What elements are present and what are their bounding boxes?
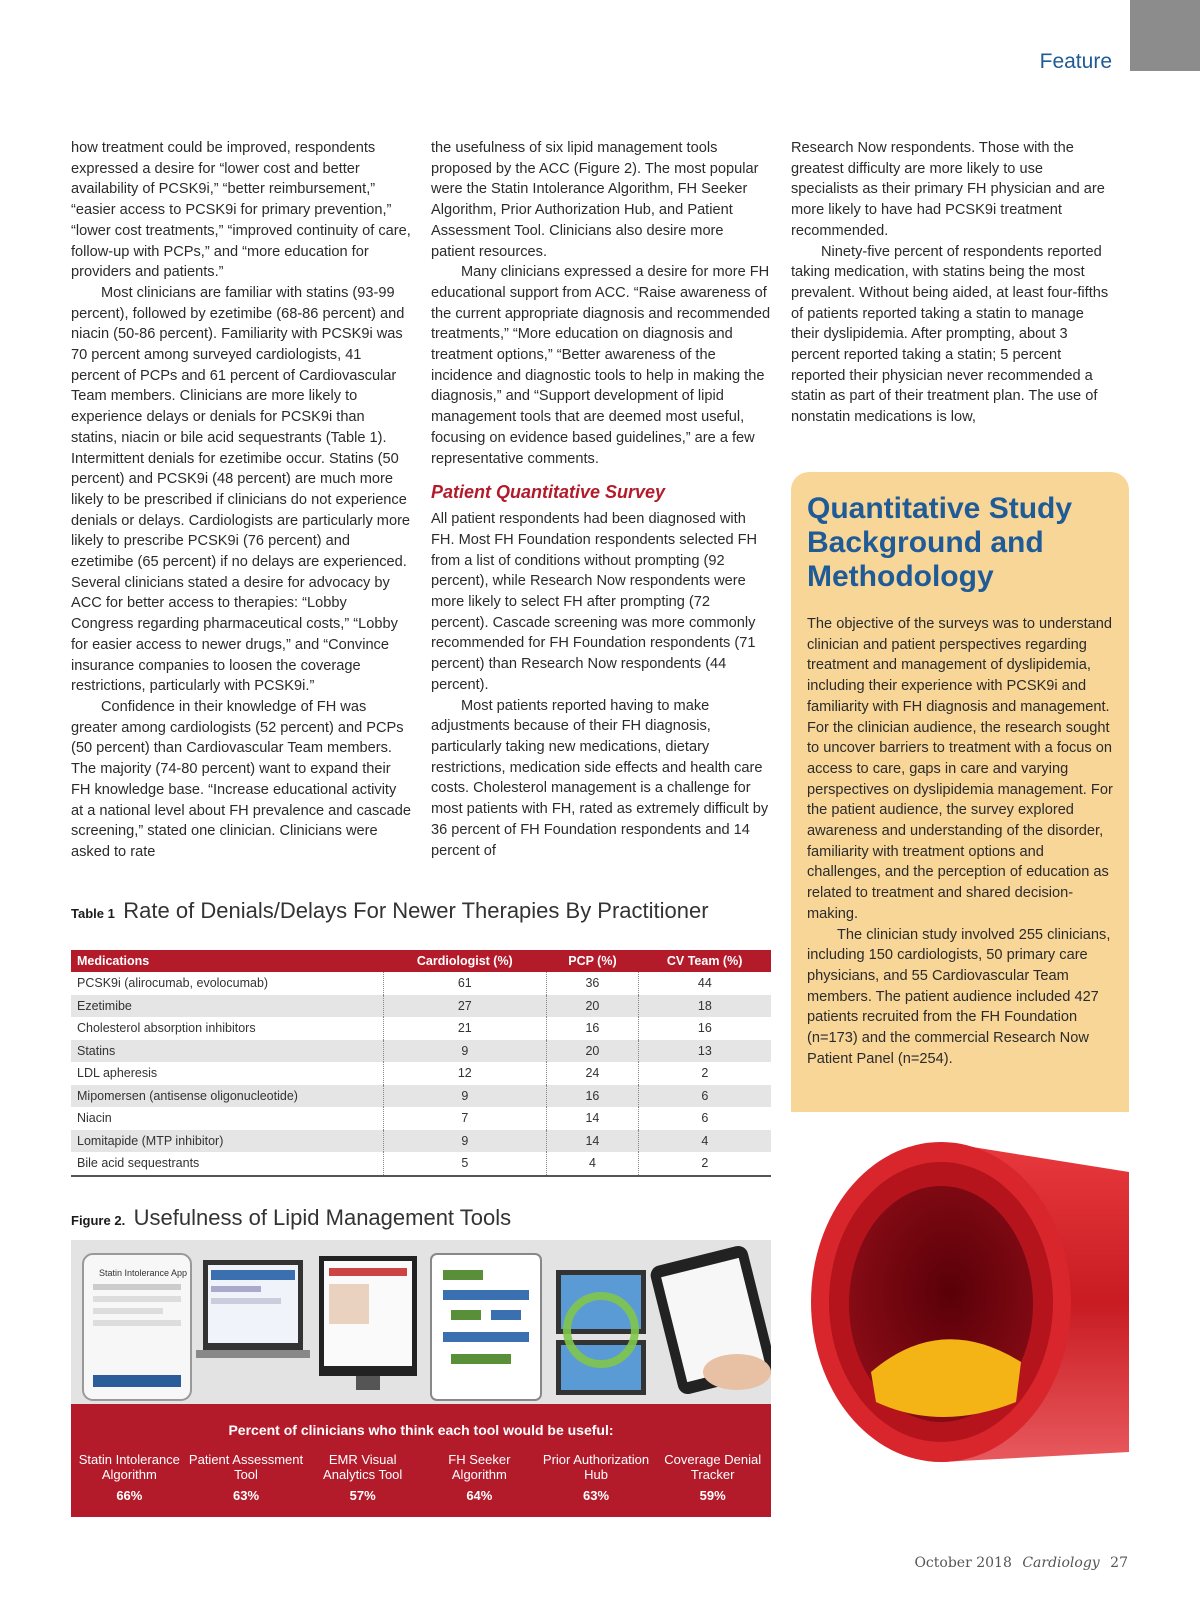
sidebar-paragraph: The clinician study involved 255 clinicians, including 150 cardiologists, 50 primary care physicians, and 55 Cardiovascular Team members. The patient audience included 427 patients recruited from the FH Foundation (n=173) and the commercial Research Now Patient Panel (n=254). <box>807 926 1111 1067</box>
table-cell: 13 <box>638 1040 771 1063</box>
col1-paragraph: how treatment could be improved, respondents expressed a desire for “lower cost and better availability of PCSK9i,” “better reimbursement,” “easier access to PCSK9i for primary prevention,” “lower cost treatments,” “improved continuity of care, follow-up with PCPs,” and “more education for providers and patients.” <box>71 140 411 281</box>
table-cell: Bile acid sequestrants <box>71 1152 383 1176</box>
methodology-sidebar <box>791 472 1129 1514</box>
table-cell: 6 <box>638 1085 771 1108</box>
table-cell: 9 <box>383 1040 547 1063</box>
col2-paragraph: Most patients reported having to make adjustments because of their FH diagnosis, particularly taking new medications, dietary restrictions, medication side effects and health care costs. Cholesterol management is a challenge for most patients with FH, rated as extremely difficult by 36 percent of FH Foundation respondents and 14 percent of <box>431 697 769 859</box>
col2-paragraph: Many clinicians expressed a desire for more FH educational support from ACC. “Raise awareness of the current appropriate diagnosis and recommended treatments,” “More education on diagnosis and treatment options,” “Better awareness of the incidence and diagnostic tools to help in making the diagnosis,” and “Support development of lipid management tools that are deemed most useful, focusing on evidence based guidelines,” are a few representative comments. <box>431 264 771 467</box>
tools-device-illustration <box>71 1240 771 1405</box>
col1-paragraph: Most clinicians are familiar with statins (93-99 percent), followed by ezetimibe (68-86 percent) and niacin (50-86 percent). Familiarity with PCSK9i was 70 percent among surveyed cardiologists, 41 percent of PCPs and 61 percent of Cardiovascular Team members. Clinicians are more likely to experience delays or denials for PCSK9i than statins, niacin or bile acid sequestrants (Table 1). Intermittent denials for ezetimibe occur. Statins (50 percent) and PCSK9i (48 percent) are much more likely to be prescribed if clinicians do not experience denials or delays. Cardiologists are particularly more likely to prescribe PCSK9i (76 percent) and ezetimibe (65 percent) if no delays are experienced. Several clinicians stated a desire for advocacy by ACC for better access to therapies: “Lobby Congress regarding pharmaceutical costs,” “Lobby for easier access to newer drugs,” and “Convince insurance companies to loosen the coverage restrictions, particularly with PCSK9i.” <box>71 284 411 695</box>
table-row <box>71 1017 771 1040</box>
table-cell: 18 <box>638 995 771 1018</box>
table-cell: 20 <box>547 1040 639 1063</box>
sidebar-title: Quantitative Study Background and Methodology <box>807 492 1073 593</box>
tool-percent: 64% <box>466 1488 493 1503</box>
table-cell: 16 <box>547 1085 639 1108</box>
table-cell: 4 <box>547 1152 639 1176</box>
table-cell: 24 <box>547 1062 639 1085</box>
table-row <box>71 1130 771 1153</box>
tool-name: Prior Authorization Hub <box>542 1452 650 1482</box>
tool-percent: 57% <box>349 1488 376 1503</box>
table-cell: Cholesterol absorption inhibitors <box>71 1017 383 1040</box>
tool-name: Coverage Denial Tracker <box>664 1452 762 1482</box>
table-cell: 44 <box>697 976 712 991</box>
col3-paragraph: Ninety-five percent of respondents reported taking medication, with statins being the most prevalent. Without being aided, at least four-fifths of patients reported taking a statin to manage their dyslipidemia. After prompting, about 3 percent reported taking a statin; 5 percent reported their physician never recommended a statin as part of their treatment plan. The use of nonstatin medications is low, <box>791 243 1109 426</box>
table-cell: Statins <box>71 1040 383 1063</box>
sidebar-paragraph: The objective of the surveys was to understand clinician and patient perspectives regarding treatment and management of dyslipidemia, including their experience with PCSK9i and familiarity with FH diagnosis and management. For the clinician audience, the research sought to uncover barriers to treatment with a focus on access to care, gaps in care and varying perspectives on dyslipidemia management. For the patient audience, the survey explored awareness and understanding of the disorder, familiarity with treatment options and challenges, and the perception of education as related to treatment and shared decision-making. <box>807 616 1113 922</box>
tool-name: Patient Assessment Tool <box>188 1452 304 1482</box>
table-row <box>71 1152 771 1176</box>
artery-illustration <box>791 1112 1129 1514</box>
table-cell: 14 <box>547 1107 639 1130</box>
table-header-cell: Cardiologist (%) <box>383 950 547 972</box>
table-row <box>71 1040 771 1063</box>
table-cell: 2 <box>638 1152 771 1176</box>
column-2 <box>431 138 771 861</box>
table-cell: 2 <box>701 1066 709 1081</box>
footer-publication: Cardiology <box>1022 1555 1100 1571</box>
table-cell: 21 <box>383 1017 547 1040</box>
table-cell: LDL apheresis <box>71 1062 383 1085</box>
footer-date: October 2018 <box>914 1555 1012 1571</box>
app-title-text: Statin Intolerance App <box>99 1268 188 1278</box>
table-row <box>71 1062 771 1085</box>
tool-name: FH Seeker Algorithm <box>448 1452 511 1482</box>
table-row <box>71 1085 771 1108</box>
table-cell: 36 <box>547 972 639 995</box>
tool-item <box>538 1452 655 1503</box>
patient-survey-subhead: Patient Quantitative Survey <box>431 482 666 503</box>
table-cell: 61 <box>383 972 547 995</box>
table-cell: 14 <box>547 1130 639 1153</box>
table-cell: 7 <box>383 1107 547 1130</box>
table-header-cell: Medications <box>71 950 383 972</box>
figure-label: Figure 2. <box>71 1213 126 1228</box>
table-cell: 4 <box>638 1130 771 1153</box>
tool-percent: 63% <box>232 1488 260 1503</box>
denials-table <box>71 950 771 1177</box>
tool-item <box>304 1452 421 1503</box>
column-3 <box>791 138 1111 428</box>
col1-paragraph: Confidence in their knowledge of FH was greater among cardiologists (52 percent) and PCPs (50 percent) than Cardiovascular Team members. The majority (74-80 percent) want to expand their FH knowledge base. “Increase educational activity at a national level about FH prevalence and cascade screening,” stated one clinician. Clinicians were asked to rate <box>71 698 411 860</box>
table-cell: 27 <box>383 995 547 1018</box>
tool-item <box>654 1452 771 1503</box>
table-cell: Niacin <box>71 1107 383 1130</box>
sidebar-body <box>807 614 1113 1069</box>
table-header-cell: CV Team (%) <box>638 950 771 972</box>
table-cell: Lomitapide (MTP inhibitor) <box>71 1130 383 1153</box>
table-label: Table 1 <box>71 906 115 921</box>
table-caption <box>71 898 709 924</box>
table-row <box>71 995 771 1018</box>
table-cell: 16 <box>547 1017 639 1040</box>
table-cell: 6 <box>701 1111 709 1126</box>
figure-title: Usefulness of Lipid Management Tools <box>133 1205 512 1230</box>
table-title: Rate of Denials/Delays For Newer Therapies By Practitioner <box>123 898 709 923</box>
tool-percent: 59% <box>699 1488 726 1503</box>
column-1 <box>71 138 411 863</box>
tool-name: EMR Visual Analytics Tool <box>323 1452 403 1482</box>
table-header-cell: PCP (%) <box>547 950 639 972</box>
table-row <box>71 972 771 995</box>
table-cell: 12 <box>383 1062 547 1085</box>
corner-tab <box>1130 0 1200 71</box>
tool-percent: 66% <box>116 1488 143 1503</box>
col2-paragraph: the usefulness of six lipid management tools proposed by the ACC (Figure 2). The most popular were the Statin Intolerance Algorithm, FH Seeker Algorithm, Prior Authorization Hub, and Patient Assessment Tool. Clinicians also desire more patient resources. <box>431 140 759 260</box>
col2-paragraph: All patient respondents had been diagnosed with FH. Most FH Foundation respondents selected FH from a list of conditions without prompting (92 percent), while Research Now respondents were more likely to select FH after prompting (72 percent). Cascade screening was more commonly recommended for FH Foundation respondents (71 percent) than Research Now respondents (44 percent). <box>431 511 758 693</box>
usefulness-heading: Percent of clinicians who think each tool would be useful: <box>228 1422 614 1438</box>
table-cell: 16 <box>697 1021 712 1036</box>
tool-percent: 63% <box>583 1488 610 1503</box>
section-label: Feature <box>1039 50 1112 73</box>
table-cell: 9 <box>383 1130 547 1153</box>
col3-paragraph: Research Now respondents. Those with the greatest difficulty are more likely to use specialists as their primary FH physician and are more likely to have had PCSK9i treatment recommended. <box>791 140 1105 239</box>
page-number: 27 <box>1110 1555 1128 1571</box>
table-cell: 9 <box>383 1085 547 1108</box>
table-cell: Mipomersen (antisense oligonucleotide) <box>71 1085 383 1108</box>
tool-item <box>71 1452 188 1503</box>
table-cell: PCSK9i (alirocumab, evolocumab) <box>71 972 383 995</box>
tool-item <box>188 1452 305 1503</box>
table-cell: 20 <box>547 995 639 1018</box>
tool-name: Statin Intolerance Algorithm <box>78 1452 180 1482</box>
table-row <box>71 1107 771 1130</box>
page-footer <box>914 1555 1128 1571</box>
tools-row <box>71 1452 771 1503</box>
table-cell: Ezetimibe <box>71 995 383 1018</box>
usefulness-panel <box>71 1404 771 1517</box>
table-cell: 5 <box>383 1152 547 1176</box>
figure-caption <box>71 1205 511 1231</box>
tool-item <box>421 1452 538 1503</box>
